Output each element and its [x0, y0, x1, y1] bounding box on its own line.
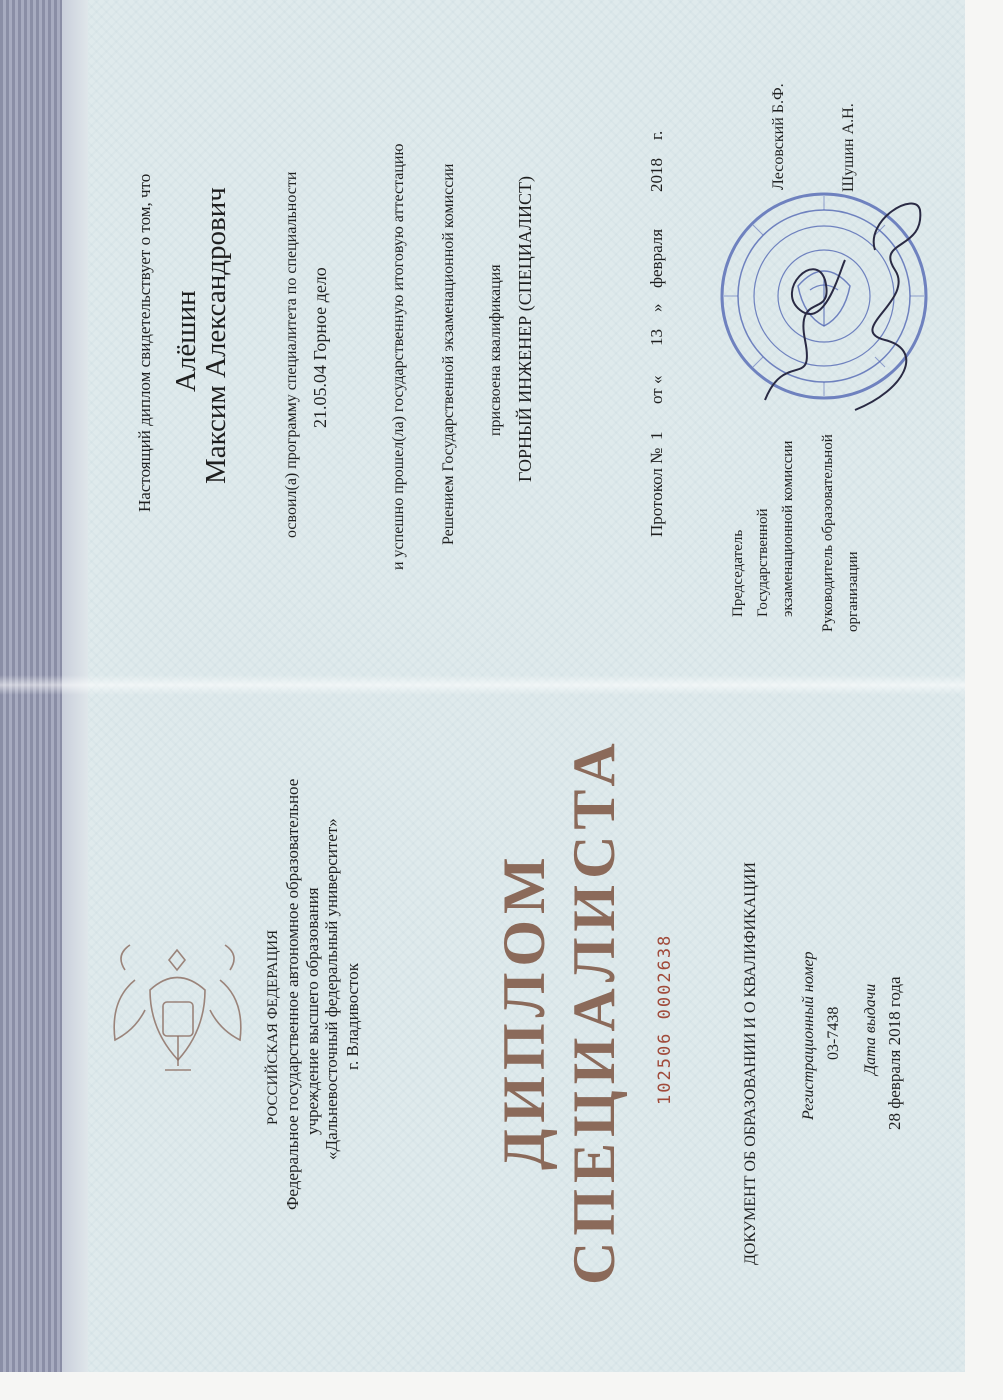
org-line-1: Федеральное государственное автономное образовательное	[283, 778, 302, 1210]
signature-icon	[825, 190, 935, 420]
issue-date: 28 февраля 2018 года	[885, 976, 904, 1130]
qualification-line: присвоена квалификация	[487, 264, 504, 436]
country: РОССИЙСКАЯ ФЕДЕРАЦИЯ	[265, 929, 281, 1125]
head-label-2: организации	[845, 551, 861, 632]
org-line-2: учреждение высшего образования	[303, 887, 322, 1135]
head-name: Шушин А.Н.	[840, 103, 857, 192]
chairman-label-2: Государственной	[755, 508, 771, 617]
protocol-from: от «	[647, 375, 666, 404]
graduate-surname: Алёшин	[170, 290, 202, 392]
coat-of-arms-icon	[95, 930, 260, 1095]
protocol-month: февраля	[647, 228, 666, 288]
attestation-line: и успешно прошел(ла) государственную итоговую аттестацию	[390, 143, 407, 570]
title-diploma: ДИПЛОМ	[491, 851, 557, 1170]
city: г. Владивосток	[343, 962, 362, 1070]
graduate-given-names: Максим Александрович	[200, 187, 232, 484]
protocol-day: 13	[647, 329, 666, 346]
title-specialist: СПЕЦИАЛИСТА	[561, 737, 627, 1285]
head-label-1: Руководитель образовательной	[820, 434, 836, 632]
protocol-year: 2018	[647, 158, 666, 192]
protocol-label: Протокол №	[647, 447, 666, 537]
chairman-label-3: экзаменационной комиссии	[780, 440, 796, 617]
protocol-year-suffix: г.	[647, 130, 666, 140]
protocol-number: 1	[647, 431, 666, 440]
registration-number: 03-7438	[825, 1006, 842, 1060]
qualification: ГОРНЫЙ ИНЖЕНЕР (СПЕЦИАЛИСТ)	[515, 176, 535, 482]
chairman-label-1: Председатель	[730, 529, 746, 617]
mastered-program-line: освоил(а) программу специалитета по специальности	[283, 171, 300, 538]
page-fold	[0, 675, 965, 695]
intro-line: Настоящий диплом свидетельствует о том, что	[135, 173, 154, 512]
protocol-close-quote: »	[647, 303, 666, 312]
registration-label: Регистрационный номер	[800, 951, 817, 1120]
document-type: ДОКУМЕНТ ОБ ОБРАЗОВАНИИ И О КВАЛИФИКАЦИИ	[742, 862, 759, 1265]
chairman-name: Лесовский Б.Ф.	[770, 83, 787, 190]
issue-date-label: Дата выдачи	[862, 983, 879, 1075]
commission-line: Решением Государственной экзаменационной комиссии	[440, 163, 457, 545]
serial-number: 102506 0002638	[655, 933, 675, 1105]
org-line-3: «Дальневосточный федеральный университет»	[322, 818, 341, 1160]
specialty: 21.05.04 Горное дело	[310, 267, 330, 428]
